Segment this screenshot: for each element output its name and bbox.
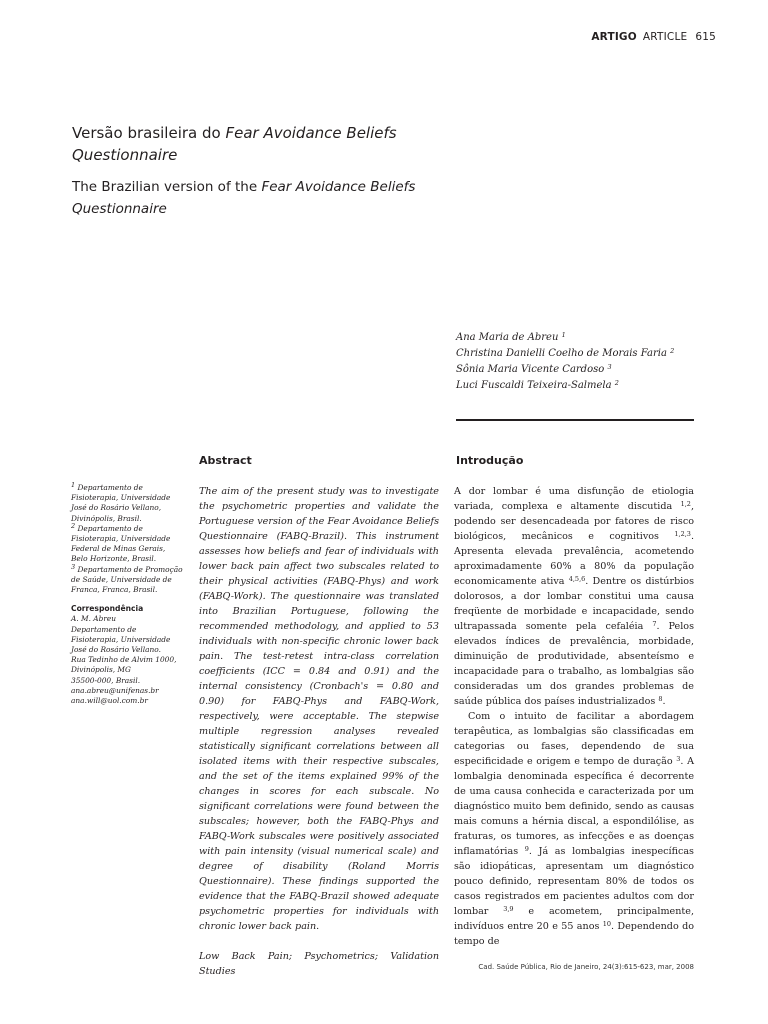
intro-paragraph-2: Com o intuito de facilitar a abordagem terapêutica, as lombalgias são classificadas em categorias ou fases, dependendo de sua especificidade e origem e tempo de duração $^3$. A lombalgia denominada específica é decorrente de uma causa conhecida e caracterizada por um diagnóstico muito bem definido, sendo as causas mais comuns a hérnia discal, a espondilólise, as fraturas, os tumores, as infecções e as doenças inflamatórias $^9$. Já as lombalgias inespecíficas são idiopáticas, apresentam um diagnóstico pouco definido, representam 80% de todos os casos registrados em pacientes adultos com dor lombar $^{3,9}$ e acometem, principalmente, indivíduos entre 20 e 55 anos $^{10}$. Dependendo do tempo de	[454, 711, 695, 947]
introduction-heading: Introdução	[456, 454, 524, 467]
running-header	[591, 31, 716, 43]
author: Ana Maria de Abreu $^1$	[456, 331, 566, 343]
citation: 1,2,3	[674, 530, 691, 538]
correspondence-email[interactable]: ana.abreu@unifenas.br	[71, 685, 159, 695]
introduction-body	[454, 484, 694, 949]
intro-paragraph-1: A dor lombar é uma disfunção de etiologia variada, complexa e altamente discutida $^{1,2}$, podendo ser desencadeada por fatores de risco biológicos, mecânicos e cognitivos $^{1,2,3}$. Apresenta elevada prevalência, acometendo aproximadamente 60% a 80% da população economicamente ativa $^{4,5,6}$. Dentre os distúrbios dolorosos, a dor lombar constitui uma causa freqüente de morbidade e incapacidade, sendo ultrapassada somente pela cefaléia $^7$. Pelos elevados índices de prevalência, morbidade, diminuição de produtividade, absenteísmo e incapacidade para o trabalho, as lombalgias são consideradas um dos grandes problemas de saúde pública dos países industrializados $^8$.	[454, 486, 694, 707]
page-number: 615	[695, 31, 716, 43]
section-label-pt: ARTIGO	[591, 31, 637, 43]
title-portuguese	[72, 122, 472, 166]
correspondence-line: Rua Tedinho de Alvim 1000,	[71, 655, 177, 665]
title-english	[72, 176, 472, 220]
affiliation-1: $^1$ Departamento de Fisioterapia, Universidade José do Rosário Vellano, Divinópolis, Brasil.	[71, 481, 171, 523]
author: Sônia Maria Vicente Cardoso $^3$	[456, 363, 612, 375]
citation: 7	[652, 620, 657, 628]
affiliation-2: $^2$ Departamento de Fisioterapia, Universidade Federal de Minas Gerais, Belo Horizonte, Brasil.	[71, 521, 171, 564]
title-en-italic: Fear Avoidance Beliefs Questionnaire	[72, 179, 416, 217]
correspondence-line: A. M. Abreu	[71, 614, 117, 624]
abstract-block	[199, 484, 439, 979]
citation: 8	[658, 695, 663, 703]
author: Luci Fuscaldi Teixeira-Salmela $^2$	[456, 379, 619, 391]
correspondence-line: Fisioterapia, Universidade	[71, 634, 171, 644]
title-pt-italic: Fear Avoidance Beliefs Questionnaire	[72, 124, 397, 164]
correspondence-heading: Correspondência	[71, 604, 144, 614]
correspondence-line: Divinópolis, MG	[71, 665, 131, 675]
citation: 1,2	[680, 500, 691, 508]
citation: 10	[602, 920, 612, 928]
abstract-heading: Abstract	[199, 454, 252, 467]
author: Christina Danielli Coelho de Morais Faria $^2$	[456, 347, 675, 359]
title-pt-plain: Versão brasileira do	[72, 124, 226, 142]
correspondence-email[interactable]: ana.will@uol.com.br	[71, 696, 148, 706]
journal-citation-footer: Cad. Saúde Pública, Rio de Janeiro, 24(3):615-623, mar, 2008	[478, 963, 694, 971]
affiliations-sidebar	[71, 483, 183, 706]
section-divider	[456, 419, 694, 421]
correspondence-line: Departamento de	[71, 624, 137, 634]
title-en-plain: The Brazilian version of the	[72, 179, 262, 195]
citation: 3,9	[503, 905, 514, 913]
affiliation-3: $^3$ Departamento de Promoção de Saúde, Universidade de Franca, Franca, Brasil.	[71, 562, 183, 595]
citation: 9	[524, 845, 529, 853]
correspondence-line: 35500-000, Brasil.	[71, 675, 141, 685]
abstract-keywords: Low Back Pain; Psychometrics; Validation Studies	[199, 951, 439, 977]
section-label-en: ARTICLE	[642, 31, 688, 43]
author-list	[456, 330, 716, 394]
citation: 3	[676, 755, 681, 763]
correspondence-line: José do Rosário Vellano.	[71, 645, 161, 655]
citation: 4,5,6	[568, 575, 586, 583]
abstract-body: The aim of the present study was to investigate the psychometric properties and validate the Portuguese version of the Fear Avoidance Beliefs Questionnaire (FABQ-Brazil). This instrument assesses how beliefs and fear of individuals with lower back pain affect two subscales related to their physical activities (FABQ-Phys) and work (FABQ-Work). The questionnaire was translated into Brazilian Portuguese, following the recommended methodology, and applied to 53 individuals with non-specific chronic lower back pain. The test-retest intra-class correlation coefficients (ICC = 0.84 and 0.91) and the internal consistency (Cronbach's = 0.80 and 0.90) for FABQ-Phys and FABQ-Work, respectively, were acceptable. The stepwise multiple regression analyses revealed statistically significant correlations between all isolated items with their respective subscales, and the set of the items explained 99% of the changes in scores for each subscale. No significant correlations were found between the subscales; however, both the FABQ-Phys and FABQ-Work subscales were positively associated with pain intensity (visual numerical scale) and degree of disability (Roland Morris Questionnaire). These findings supported the evidence that the FABQ-Brazil showed adequate psychometric properties for individuals with chronic lower back pain.	[199, 486, 439, 932]
